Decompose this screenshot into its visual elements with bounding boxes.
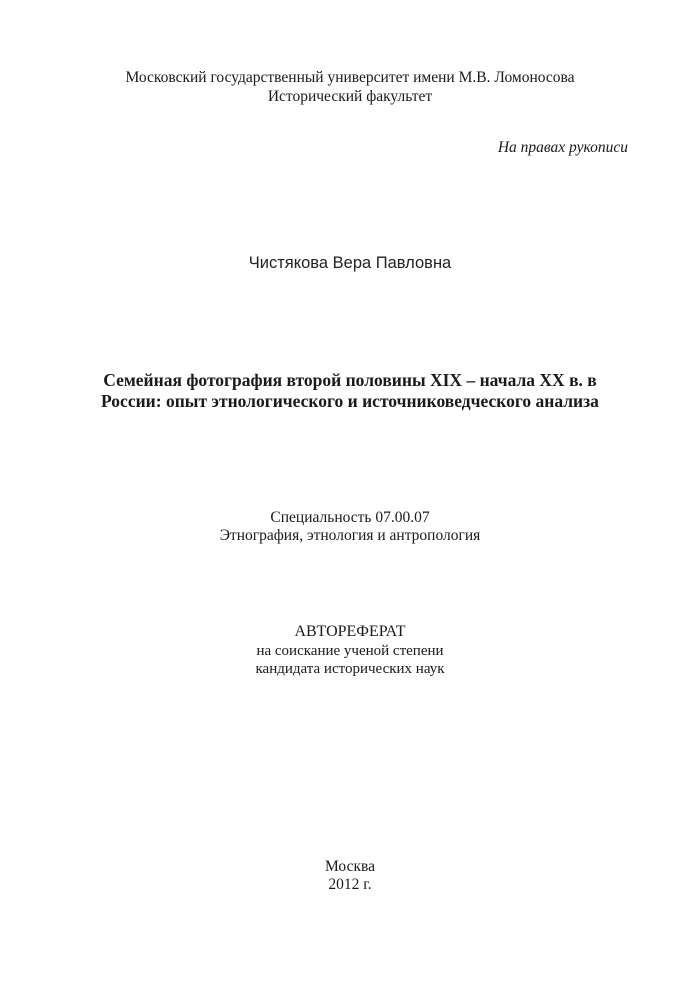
- degree-name: кандидата исторических наук: [255, 661, 445, 677]
- author-name: Чистякова Вера Павловна: [248, 254, 452, 272]
- degree-purpose: на соискание ученой степени: [256, 643, 444, 659]
- rights-note: На правах рукописи: [497, 139, 628, 156]
- specialty-name: Этнография, этнология и антропология: [219, 527, 481, 544]
- faculty-name: Исторический факультет: [267, 88, 433, 105]
- thesis-title-line-2: России: опыт этнологического и источниковедческого анализа: [101, 391, 599, 411]
- specialty-code: Специальность 07.00.07: [270, 509, 430, 526]
- year: 2012 г.: [328, 876, 372, 893]
- thesis-title-line-1: Семейная фотография второй половины XIX – начала XX в. в: [103, 370, 597, 390]
- city: Москва: [325, 858, 375, 875]
- document-type-label: АВТОРЕФЕРАТ: [294, 623, 406, 640]
- university-name: Московский государственный университет имени М.В. Ломоносова: [125, 69, 575, 86]
